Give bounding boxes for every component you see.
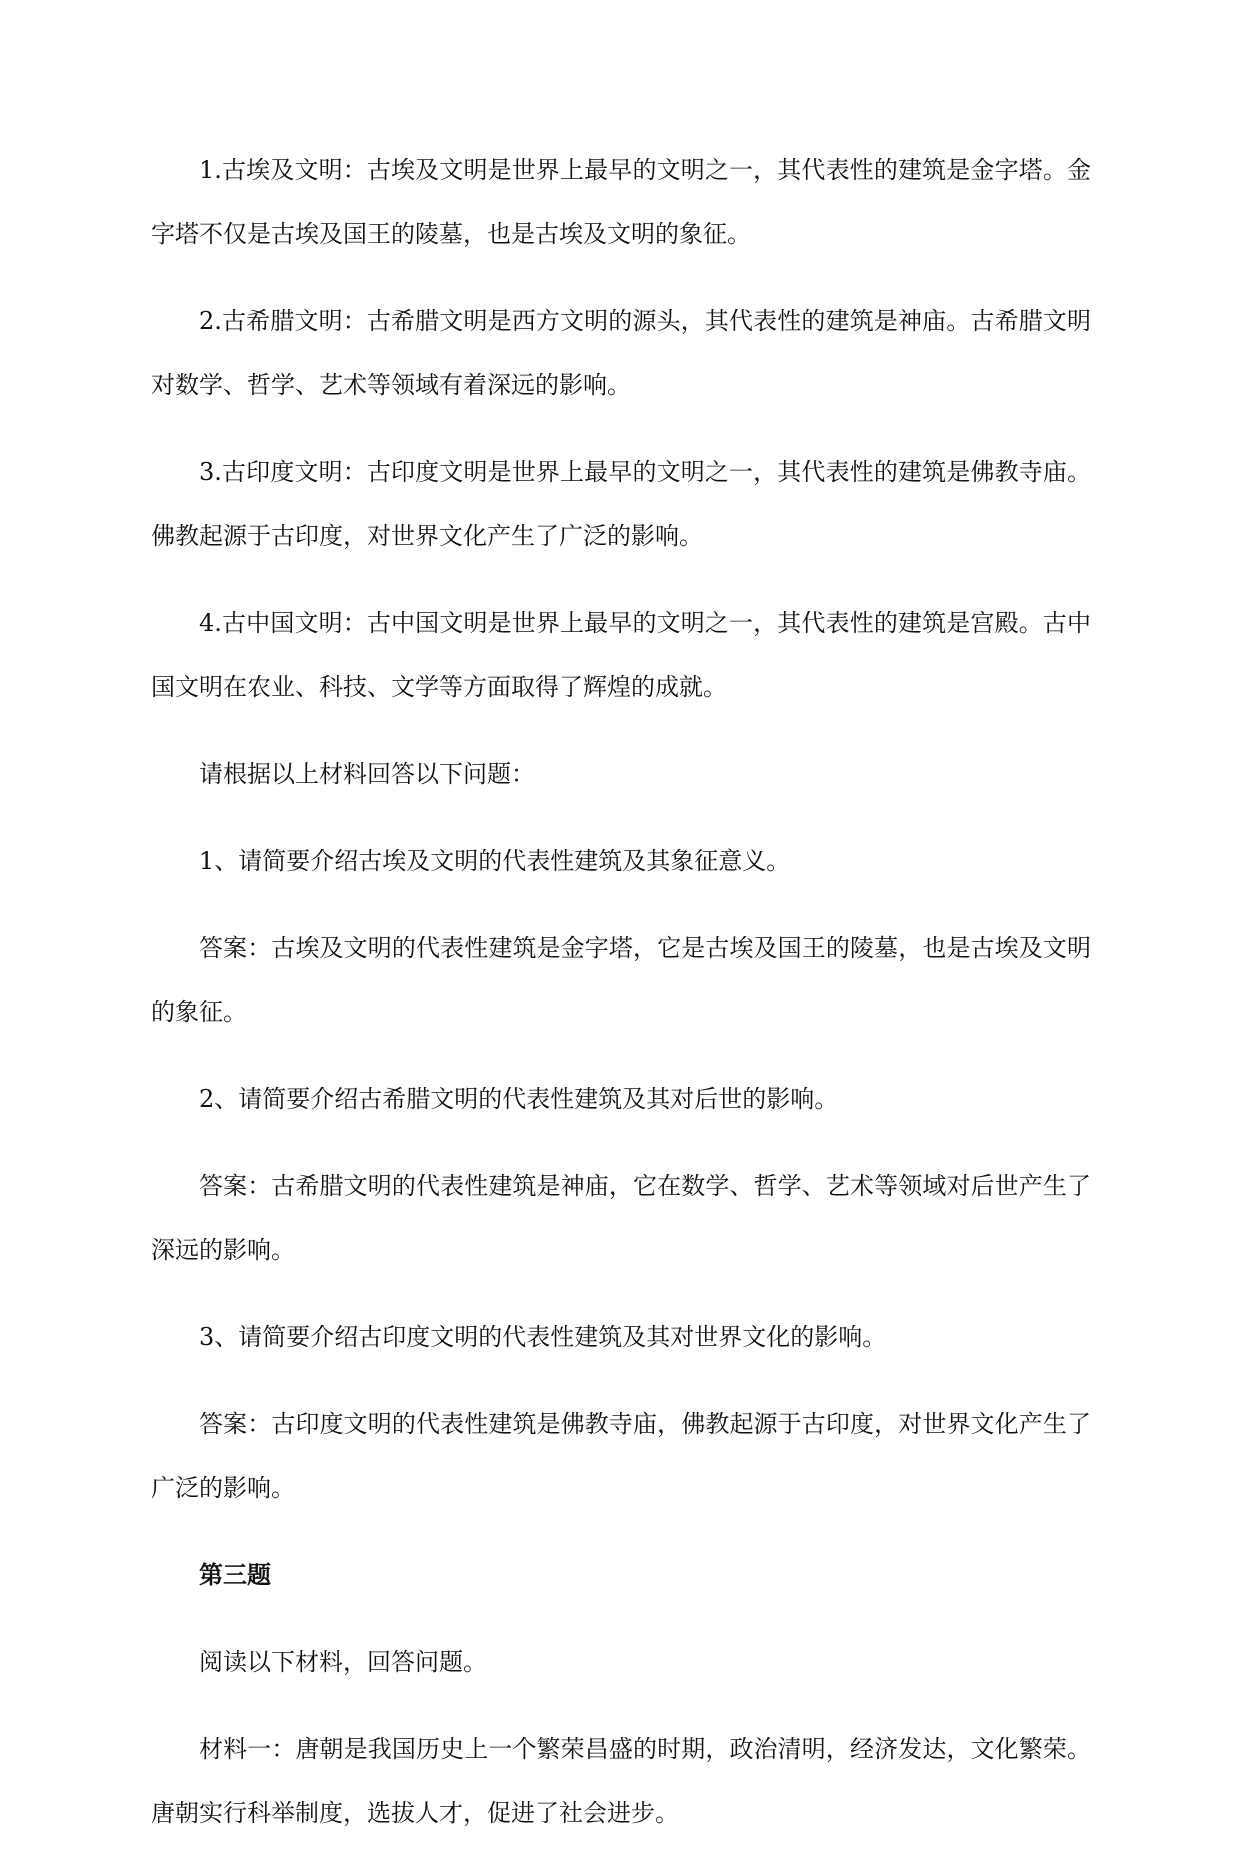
material-one: 材料一：唐朝是我国历史上一个繁荣昌盛的时期，政治清明，经济发达，文化繁荣。唐朝实行科举制度，选拔人才，促进了社会进步。 xyxy=(151,1735,1091,1827)
answer-2: 答案：古希腊文明的代表性建筑是神庙，它在数学、哲学、艺术等领域对后世产生了深远的影响。 xyxy=(151,1172,1091,1264)
reading-instruction: 阅读以下材料，回答问题。 xyxy=(199,1648,487,1676)
section-heading-third-question: 第三题 xyxy=(199,1561,271,1589)
question-3: 3、请简要介绍古印度文明的代表性建筑及其对世界文化的影响。 xyxy=(199,1323,887,1351)
answer-1: 答案：古埃及文明的代表性建筑是金字塔，它是古埃及国王的陵墓，也是古埃及文明的象征。 xyxy=(151,934,1091,1026)
paragraph-ancient-greece: 2.古希腊文明：古希腊文明是西方文明的源头，其代表性的建筑是神庙。古希腊文明对数学、哲学、艺术等领域有着深远的影响。 xyxy=(151,307,1091,399)
document-page xyxy=(151,138,1091,1868)
question-prompt: 请根据以上材料回答以下问题： xyxy=(199,760,535,788)
question-2: 2、请简要介绍古希腊文明的代表性建筑及其对后世的影响。 xyxy=(199,1085,839,1113)
question-1: 1、请简要介绍古埃及文明的代表性建筑及其象征意义。 xyxy=(199,847,791,875)
paragraph-ancient-china: 4.古中国文明：古中国文明是世界上最早的文明之一，其代表性的建筑是宫殿。古中国文明在农业、科技、文学等方面取得了辉煌的成就。 xyxy=(151,609,1091,701)
answer-3: 答案：古印度文明的代表性建筑是佛教寺庙，佛教起源于古印度，对世界文化产生了广泛的影响。 xyxy=(151,1410,1091,1502)
paragraph-ancient-egypt: 1.古埃及文明：古埃及文明是世界上最早的文明之一，其代表性的建筑是金字塔。金字塔不仅是古埃及国王的陵墓，也是古埃及文明的象征。 xyxy=(151,156,1091,248)
paragraph-ancient-india: 3.古印度文明：古印度文明是世界上最早的文明之一，其代表性的建筑是佛教寺庙。佛教起源于古印度，对世界文化产生了广泛的影响。 xyxy=(151,458,1091,550)
